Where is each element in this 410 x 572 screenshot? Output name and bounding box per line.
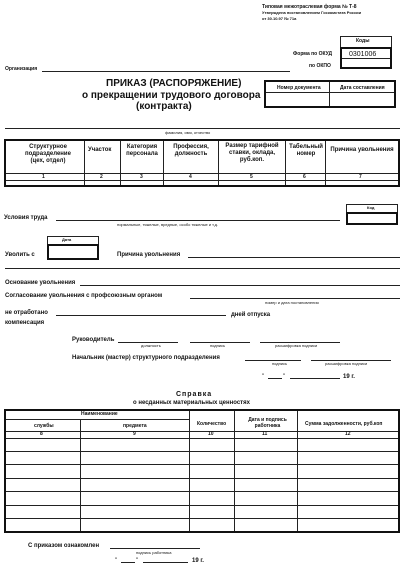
basis-line[interactable] bbox=[80, 285, 400, 286]
col-number-7: 7 bbox=[359, 174, 362, 180]
col-number-10: 10 bbox=[208, 431, 214, 437]
vacation-days-label: дней отпуска bbox=[231, 312, 271, 318]
shop-chief-decoding-caption: расшифровка подписи bbox=[325, 361, 368, 366]
date-label: Дата bbox=[62, 237, 72, 242]
not-worked-line[interactable] bbox=[56, 315, 226, 316]
okpo-label: по ОКПО bbox=[309, 63, 331, 69]
conditions-caption: нормальные, тяжелые, вредные, особо тяжелые и т.д. bbox=[117, 222, 219, 227]
form-type-line2: Утверждена постановлением Госкомстата России bbox=[262, 10, 362, 15]
col-section: Участок bbox=[88, 147, 112, 153]
manager-position-caption: должность bbox=[141, 343, 161, 348]
col-number-4: 4 bbox=[189, 174, 192, 180]
organization-label: Организация bbox=[5, 66, 38, 72]
code-label: Код bbox=[367, 205, 375, 210]
col-number-9: 9 bbox=[133, 431, 136, 437]
conditions-label: Условия труда bbox=[4, 215, 48, 221]
okud-label: Форма по ОКУД bbox=[293, 51, 333, 57]
document-date-header: Дата составления bbox=[340, 85, 385, 91]
col-number-6: 6 bbox=[303, 174, 306, 180]
manager-decoding-caption: расшифровка подписи bbox=[275, 343, 318, 348]
form-type-line3: от 30.10.97 № 71а bbox=[262, 16, 297, 21]
acquaint-caption: подпись работника bbox=[136, 550, 172, 555]
col-date-signature: Дата и подпись работника bbox=[248, 417, 287, 429]
col-reason: Причина увольнения bbox=[330, 147, 394, 153]
col-number-8: 8 bbox=[40, 431, 43, 437]
page-title-line3: (контракта) bbox=[136, 101, 192, 112]
not-worked-label: не отработано bbox=[5, 310, 48, 316]
conditions-line[interactable] bbox=[56, 220, 340, 221]
document-number-header: Номер документа bbox=[277, 85, 321, 91]
col-item: предмета bbox=[123, 423, 147, 429]
form-type-line1: Типовая межотраслевая форма № Т-8 bbox=[262, 4, 357, 10]
col-number-12: 12 bbox=[345, 431, 351, 437]
union-label: Согласование увольнения с профсоюзным органом bbox=[5, 293, 163, 299]
dismiss-label: Уволить с bbox=[5, 252, 35, 258]
okud-value: 0301006 bbox=[349, 51, 377, 58]
shop-chief-date-year: 19 г. bbox=[343, 374, 355, 380]
page-title-line2: о прекращении трудового договора bbox=[82, 90, 261, 101]
col-quantity: Количество bbox=[197, 421, 227, 427]
compensation-label: компенсация bbox=[5, 320, 45, 326]
col-service: службы bbox=[34, 423, 54, 429]
acquaint-label: С приказом ознакомлен bbox=[28, 543, 100, 549]
col-number-11: 11 bbox=[262, 431, 268, 437]
codes-label: Коды bbox=[356, 38, 370, 44]
page-title: ПРИКАЗ (РАСПОРЯЖЕНИЕ) bbox=[106, 78, 242, 89]
col-position: Профессия, должность bbox=[173, 144, 209, 157]
union-caption: номер и дата постановления bbox=[265, 300, 319, 305]
fio-caption: фамилия, имя, отчество bbox=[165, 130, 211, 135]
reference-subtitle: о несданных материальных ценностях bbox=[133, 400, 250, 406]
materials-table bbox=[4, 409, 400, 533]
col-personnel-number: Табельный номер bbox=[289, 144, 323, 157]
col-debt: Сумма задолженности, руб.коп bbox=[305, 421, 383, 427]
acquaint-date-year: 19 г. bbox=[192, 558, 204, 564]
dismiss-date-box[interactable] bbox=[47, 244, 99, 260]
shop-chief-signature-caption: подпись bbox=[272, 361, 288, 366]
organization-line[interactable] bbox=[42, 71, 290, 72]
dismiss-reason-line[interactable] bbox=[188, 257, 400, 258]
col-number-2: 2 bbox=[100, 174, 103, 180]
dismiss-reason-label: Причина увольнения bbox=[117, 252, 181, 258]
basis-label: Основание увольнения bbox=[5, 280, 76, 286]
col-number-5: 5 bbox=[250, 174, 253, 180]
col-tariff: Размер тарифной ставки, оклада, руб.коп. bbox=[225, 143, 279, 163]
reference-title: Справка bbox=[176, 391, 213, 398]
manager-label: Руководитель bbox=[72, 337, 115, 343]
col-number-1: 1 bbox=[42, 174, 45, 180]
col-category: Категория персонала bbox=[126, 144, 158, 157]
manager-signature-caption: подпись bbox=[210, 343, 226, 348]
col-department: Структурное подразделение (цех, отдел) bbox=[25, 144, 71, 164]
employee-name-line[interactable] bbox=[5, 128, 400, 129]
shop-chief-label: Начальник (мастер) структурного подразделения bbox=[72, 355, 220, 361]
col-number-3: 3 bbox=[140, 174, 143, 180]
acquaint-signature-line[interactable] bbox=[110, 548, 200, 549]
union-line[interactable] bbox=[190, 298, 400, 299]
col-name: Наименование bbox=[81, 411, 118, 417]
conditions-code-box[interactable] bbox=[346, 212, 398, 225]
